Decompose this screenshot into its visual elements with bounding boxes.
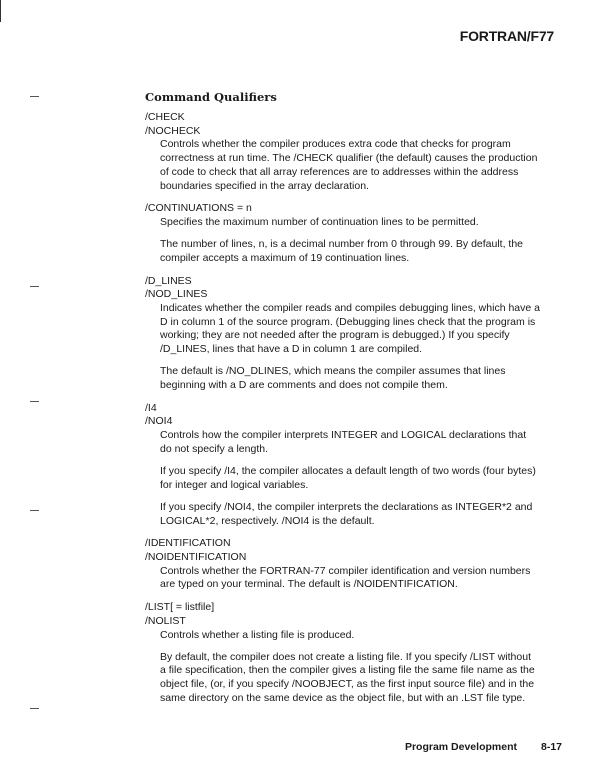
text-line: /D_LINES, lines that have a D in column 1 are compiled. [160, 343, 423, 356]
qualifier-list [145, 111, 555, 706]
qualifier-entry [145, 111, 555, 193]
qualifier-entry [145, 601, 555, 705]
text-line: Indicates whether the compiler reads and compiles debugging lines, which have a [160, 301, 540, 314]
qualifier-description [160, 429, 555, 456]
qualifier-name: /NOD_LINES [145, 288, 208, 301]
qualifier-description [160, 651, 555, 706]
qualifier-name: /NOIDENTIFICATION [145, 550, 247, 563]
text-line: Controls whether the FORTRAN-77 compiler identification and version numbers [160, 564, 531, 577]
text-line: do not specify a length. [160, 442, 268, 455]
page-edge-line [0, 0, 1, 22]
footer-section-title: Program Development [404, 741, 517, 753]
text-line: a file specification, then the compiler gives a listing file the same file name as the [160, 664, 535, 677]
text-line: working; they are not needed after the program is debugged.) If you specify [160, 329, 510, 342]
qualifier-name: /LIST[ = listfile] [145, 601, 215, 614]
text-line: By default, the compiler does not create a listing file. If you specify /LIST without [160, 650, 531, 663]
text-line: compiler accepts a maximum of 19 continuation lines. [160, 251, 410, 264]
qualifier-entry [145, 275, 555, 393]
section-heading: Command Qualifiers [145, 90, 277, 104]
qualifier-entry [145, 402, 555, 529]
text-line: boundaries specified in the array declaration. [160, 179, 369, 192]
qualifier-entry [145, 202, 555, 265]
qualifier-description [160, 465, 555, 492]
text-line: D in column 1 of the source program. (Debugging lines check that the program is [160, 315, 536, 328]
qualifier-description [160, 501, 555, 528]
text-line: beginning with a D are comments and does not compile them. [160, 378, 448, 391]
qualifier-name: /NOI4 [145, 415, 173, 428]
qualifier-description [160, 216, 555, 230]
margin-mark [30, 708, 39, 709]
qualifier-description [160, 302, 555, 357]
text-line: correctness at run time. The /CHECK qualifier (the default) causes the production [160, 152, 538, 165]
margin-mark [30, 401, 39, 402]
text-line: LOGICAL*2, respectively. /NOI4 is the default. [160, 514, 375, 527]
text-line: of code to check that all array references are to addresses within the address [160, 165, 519, 178]
margin-mark [30, 96, 39, 97]
qualifier-description [160, 565, 555, 592]
running-header: FORTRAN/F77 [459, 28, 554, 44]
text-line: same directory on the same device as the object file, but with an .LST file type. [160, 691, 526, 704]
margin-mark [30, 510, 39, 511]
margin-mark [30, 286, 39, 287]
qualifier-name: /NOCHECK [145, 124, 201, 137]
text-line: Controls whether the compiler produces extra code that checks for program [160, 138, 511, 151]
running-footer [405, 741, 562, 753]
qualifier-name: /D_LINES [145, 274, 192, 287]
text-line: If you specify /NOI4, the compiler interprets the declarations as INTEGER*2 and [160, 500, 533, 513]
qualifier-name: /CONTINUATIONS = n [145, 202, 252, 215]
text-line: Specifies the maximum number of continuation lines to be permitted. [160, 215, 479, 228]
qualifier-entry [145, 537, 555, 592]
text-line: for integer and logical variables. [160, 478, 309, 491]
text-line: Controls whether a listing file is produced. [160, 628, 355, 641]
text-line: Controls how the compiler interprets INTEGER and LOGICAL declarations that [160, 429, 527, 442]
qualifier-description [160, 629, 555, 643]
qualifier-name: /I4 [145, 401, 157, 414]
qualifier-name: /NOLIST [145, 614, 186, 627]
text-line: The number of lines, n, is a decimal number from 0 through 99. By default, the [160, 238, 524, 251]
text-line: If you specify /I4, the compiler allocates a default length of two words (four bytes) [160, 464, 536, 477]
text-line: object file, (or, if you specify /NOOBJECT, as the first input source file) and in the [160, 678, 535, 691]
qualifier-name: /IDENTIFICATION [145, 537, 231, 550]
qualifier-description [160, 138, 555, 193]
qualifier-name: /CHECK [145, 111, 185, 123]
text-line: The default is /NO_DLINES, which means the compiler assumes that lines [160, 365, 506, 378]
page-number: 8-17 [540, 741, 562, 753]
qualifier-description [160, 365, 555, 392]
qualifier-description [160, 238, 555, 265]
text-line: are typed on your terminal. The default is /NOIDENTIFICATION. [160, 578, 458, 591]
